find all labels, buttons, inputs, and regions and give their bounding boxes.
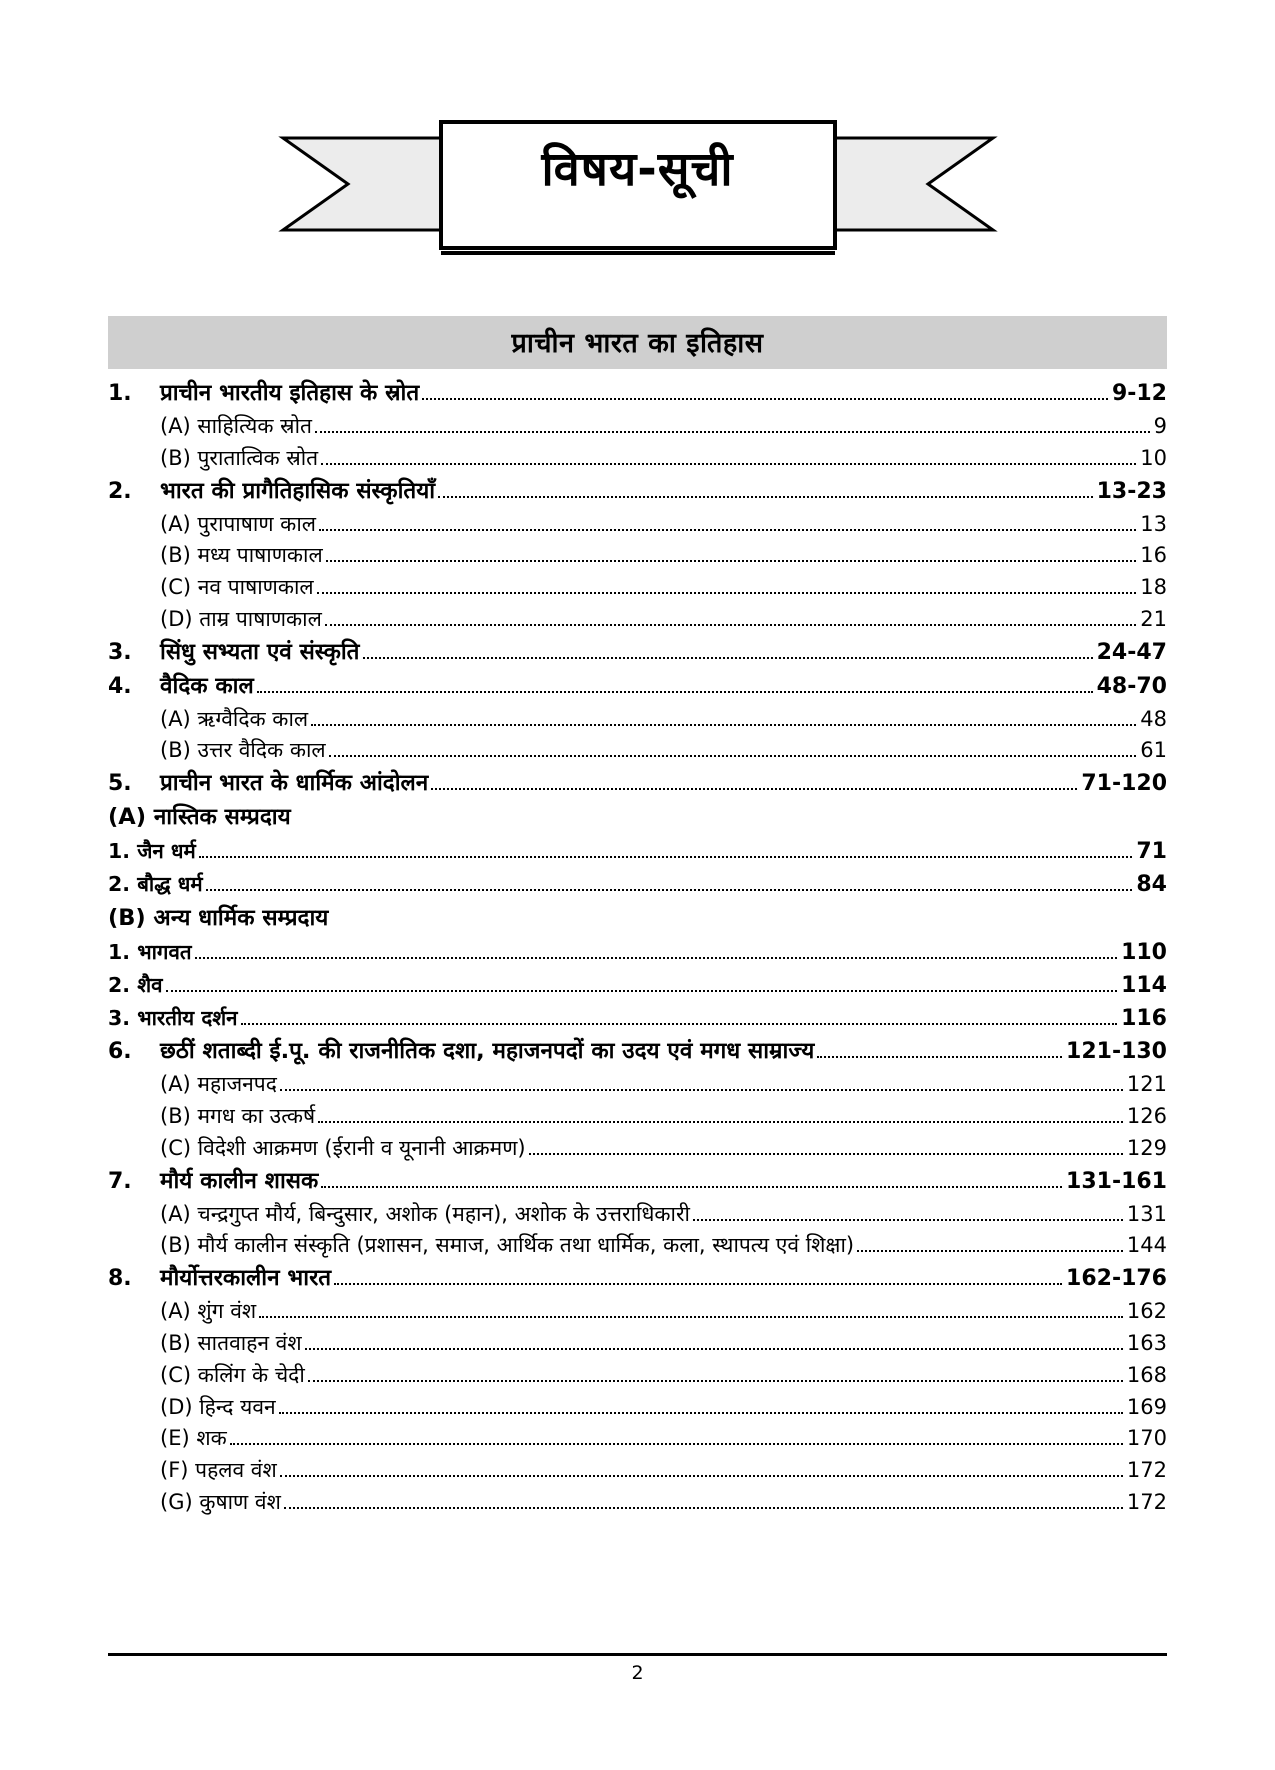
toc-subentry-row[interactable] — [108, 1360, 1167, 1392]
toc-leader-dots — [230, 1442, 1123, 1445]
toc-leader-dots — [308, 1379, 1123, 1382]
toc-page-number: 162-176 — [1066, 1266, 1167, 1292]
toc-chapter-number: 3. — [108, 639, 132, 665]
toc-leader-dots — [329, 754, 1137, 757]
toc-leader-dots — [363, 656, 1093, 659]
toc-leader-dots — [321, 1185, 1062, 1188]
toc-subentry-row[interactable] — [108, 1002, 1167, 1035]
toc-entry-title: 1. भागवत — [108, 939, 192, 964]
toc-leader-dots — [529, 1152, 1123, 1155]
toc-chapter-row[interactable] — [108, 1165, 1167, 1199]
toc-entry-title: 3. भारतीय दर्शन — [108, 1006, 238, 1030]
toc-page-number: 84 — [1136, 872, 1167, 898]
toc-entry-title: (E) शक — [160, 1426, 227, 1451]
footer-rule — [108, 1653, 1167, 1656]
toc-entry-title: भारत की प्रागैतिहासिक संस्कृतियाँ — [160, 477, 436, 504]
toc-chapter-row[interactable] — [108, 1262, 1167, 1296]
toc-page-number: 172 — [1126, 1458, 1167, 1483]
table-of-contents — [108, 377, 1167, 1519]
toc-leader-dots — [422, 397, 1108, 400]
toc-leader-dots — [321, 462, 1136, 465]
toc-page-number: 9-12 — [1111, 381, 1167, 406]
toc-entry-title: (A) चन्द्रगुप्त मौर्य, बिन्दुसार, अशोक (महान), अशोक के उत्तराधिकारी — [160, 1201, 690, 1226]
toc-leader-dots — [280, 1088, 1123, 1091]
toc-entry-title: मौर्य कालीन शासक — [160, 1167, 319, 1194]
toc-entry-title: 2. बौद्ध धर्म — [108, 872, 203, 897]
toc-chapter-row[interactable] — [108, 670, 1167, 704]
toc-page-number: 168 — [1126, 1362, 1167, 1387]
toc-page-number: 131-161 — [1066, 1168, 1167, 1194]
toc-entry-title: (B) उत्तर वैदिक काल — [160, 738, 326, 763]
toc-page-number: 61 — [1140, 738, 1167, 763]
toc-subentry-row[interactable] — [108, 1199, 1167, 1231]
toc-chapter-row[interactable] — [108, 475, 1167, 509]
toc-subentry-row[interactable] — [108, 1296, 1167, 1328]
toc-page-number: 170 — [1126, 1426, 1167, 1451]
toc-leader-dots — [817, 1055, 1062, 1058]
toc-subentry-row[interactable] — [108, 735, 1167, 767]
toc-chapter-number: 5. — [108, 771, 132, 797]
toc-entry-title: (A) पुरापाषाण काल — [160, 511, 316, 536]
toc-entry-title: (F) पहलव वंश — [160, 1458, 277, 1483]
toc-entry-title: 1. जैन धर्म — [108, 839, 196, 864]
toc-chapter-number: 2. — [108, 478, 132, 504]
toc-page-number: 116 — [1121, 1006, 1167, 1031]
toc-chapter-number: 1. — [108, 381, 132, 406]
toc-leader-dots — [334, 1282, 1062, 1285]
toc-chapter-number: 7. — [108, 1168, 132, 1194]
toc-subentry-row[interactable] — [108, 540, 1167, 572]
toc-page-number: 13 — [1140, 511, 1167, 536]
toc-leader-dots — [259, 1315, 1123, 1318]
toc-page-number: 71 — [1136, 839, 1167, 865]
toc-entry-title: (B) मौर्य कालीन संस्कृति (प्रशासन, समाज, आर्थिक तथा धार्मिक, कला, स्थापत्य एवं शिक्षा) — [160, 1233, 855, 1258]
toc-leader-dots — [693, 1218, 1123, 1221]
toc-entry-title: (A) ऋग्वैदिक काल — [160, 706, 309, 731]
toc-page-number: 13-23 — [1096, 478, 1167, 504]
toc-entry-title: (D) हिन्द यवन — [160, 1394, 276, 1419]
page-title: विषय-सूची — [541, 142, 734, 197]
toc-subentry-row[interactable] — [108, 411, 1167, 443]
toc-subentry-row[interactable] — [108, 936, 1167, 969]
toc-page-number: 169 — [1126, 1394, 1167, 1419]
toc-page-number: 162 — [1126, 1299, 1167, 1324]
toc-subentry-row[interactable] — [108, 604, 1167, 636]
toc-entry-title: (C) विदेशी आक्रमण (ईरानी व यूनानी आक्रमण) — [160, 1135, 526, 1160]
toc-entry-title: प्राचीन भारत के धार्मिक आंदोलन — [160, 770, 429, 797]
toc-page-number: 163 — [1126, 1330, 1167, 1355]
toc-leader-dots — [195, 956, 1118, 959]
toc-entry-title: (B) सातवाहन वंश — [160, 1330, 302, 1355]
toc-leader-dots — [431, 787, 1077, 790]
toc-entry-title: मौर्योत्तरकालीन भारत — [160, 1265, 332, 1292]
toc-page-number: 18 — [1140, 575, 1167, 600]
toc-page-number: 129 — [1126, 1135, 1167, 1160]
toc-subentry-row[interactable] — [108, 969, 1167, 1002]
toc-leader-dots — [280, 1474, 1123, 1477]
toc-subentry-row[interactable] — [108, 443, 1167, 475]
toc-chapter-number: 8. — [108, 1266, 132, 1292]
toc-leader-dots — [438, 495, 1093, 498]
toc-entry-title: (B) पुरातात्विक स्रोत — [160, 445, 319, 470]
toc-chapter-row[interactable] — [108, 767, 1167, 801]
toc-page-number: 114 — [1121, 972, 1167, 998]
title-banner — [108, 120, 1167, 290]
toc-chapter-number: 4. — [108, 673, 132, 699]
toc-chapter-row[interactable] — [108, 377, 1167, 411]
toc-subentry-row[interactable] — [108, 1069, 1167, 1101]
toc-subentry-row[interactable] — [108, 1455, 1167, 1487]
toc-leader-dots — [279, 1411, 1123, 1414]
toc-leader-dots — [315, 430, 1150, 433]
toc-page-number: 121 — [1126, 1072, 1167, 1097]
toc-subentry-row[interactable] — [108, 509, 1167, 541]
toc-leader-dots — [241, 1022, 1118, 1025]
toc-subentry-row[interactable] — [108, 1230, 1167, 1262]
toc-entry-title: (G) कुषाण वंश — [160, 1489, 281, 1514]
toc-page-number: 10 — [1140, 445, 1167, 470]
toc-subentry-row[interactable] — [108, 704, 1167, 736]
toc-entry-title: 2. शैव — [108, 972, 163, 997]
toc-leader-dots — [319, 528, 1136, 531]
toc-entry-title: प्राचीन भारतीय इतिहास के स्रोत — [160, 380, 420, 406]
toc-entry-title: (A) नास्तिक सम्प्रदाय — [108, 804, 291, 831]
toc-entry-title: (A) साहित्यिक स्रोत — [160, 413, 312, 438]
toc-page-number: 110 — [1121, 939, 1167, 965]
toc-leader-dots — [166, 989, 1118, 992]
toc-page-number: 16 — [1140, 543, 1167, 568]
toc-subentry-row[interactable] — [108, 835, 1167, 868]
toc-entry-title: छठीं शताब्दी ई.पू. की राजनीतिक दशा, महाजनपदों का उदय एवं मगध साम्राज्य — [160, 1038, 815, 1065]
toc-chapter-number: 6. — [108, 1039, 132, 1065]
toc-leader-dots — [311, 723, 1136, 726]
toc-page-number: 131 — [1126, 1201, 1167, 1226]
toc-leader-dots — [206, 888, 1133, 891]
toc-entry-title: (A) महाजनपद — [160, 1072, 277, 1097]
toc-subentry-row[interactable] — [108, 1101, 1167, 1133]
toc-subentry-row[interactable] — [108, 868, 1167, 901]
toc-leader-dots — [317, 591, 1137, 594]
toc-leader-dots — [284, 1506, 1123, 1509]
toc-entry-title: (B) मध्य पाषाणकाल — [160, 543, 323, 568]
page-number: 2 — [631, 1662, 644, 1684]
toc-page-number: 71-120 — [1081, 771, 1167, 797]
toc-subentry-row[interactable] — [108, 801, 1167, 835]
toc-entry-title: (C) कलिंग के चेदी — [160, 1362, 305, 1387]
toc-leader-dots — [199, 855, 1133, 858]
toc-leader-dots — [305, 1347, 1123, 1350]
toc-entry-title: (C) नव पाषाणकाल — [160, 575, 314, 600]
page-footer — [108, 1653, 1167, 1684]
toc-entry-title: (D) ताम्र पाषाणकाल — [160, 606, 322, 631]
toc-page-number: 21 — [1140, 606, 1167, 631]
toc-page-number: 48-70 — [1096, 673, 1167, 699]
toc-entry-title: (B) अन्य धार्मिक सम्प्रदाय — [108, 904, 329, 931]
toc-entry-title: (B) मगध का उत्कर्ष — [160, 1103, 316, 1128]
toc-leader-dots — [325, 623, 1136, 626]
toc-leader-dots — [257, 690, 1093, 693]
toc-subentry-row[interactable] — [108, 1487, 1167, 1519]
toc-chapter-row[interactable] — [108, 1035, 1167, 1069]
toc-entry-title: (A) शुंग वंश — [160, 1299, 257, 1324]
toc-subentry-row[interactable] — [108, 572, 1167, 604]
toc-subentry-row[interactable] — [108, 902, 1167, 936]
toc-entry-title: वैदिक काल — [160, 672, 254, 699]
toc-page-number: 48 — [1140, 706, 1167, 731]
document-page — [0, 120, 1275, 1770]
toc-subentry-row[interactable] — [108, 1392, 1167, 1424]
toc-page-number: 9 — [1153, 413, 1167, 438]
toc-subentry-row[interactable] — [108, 1328, 1167, 1360]
toc-leader-dots — [318, 1120, 1123, 1123]
toc-chapter-row[interactable] — [108, 636, 1167, 670]
toc-page-number: 126 — [1126, 1103, 1167, 1128]
toc-page-number: 121-130 — [1066, 1039, 1167, 1065]
toc-page-number: 144 — [1126, 1233, 1167, 1258]
toc-subentry-row[interactable] — [108, 1133, 1167, 1165]
toc-subentry-row[interactable] — [108, 1423, 1167, 1455]
toc-page-number: 24-47 — [1096, 639, 1167, 665]
toc-page-number: 172 — [1126, 1489, 1167, 1514]
toc-leader-dots — [857, 1249, 1123, 1252]
toc-leader-dots — [326, 559, 1137, 562]
toc-entry-title: सिंधु सभ्यता एवं संस्कृति — [160, 638, 360, 665]
section-heading: प्राचीन भारत का इतिहास — [108, 316, 1167, 369]
